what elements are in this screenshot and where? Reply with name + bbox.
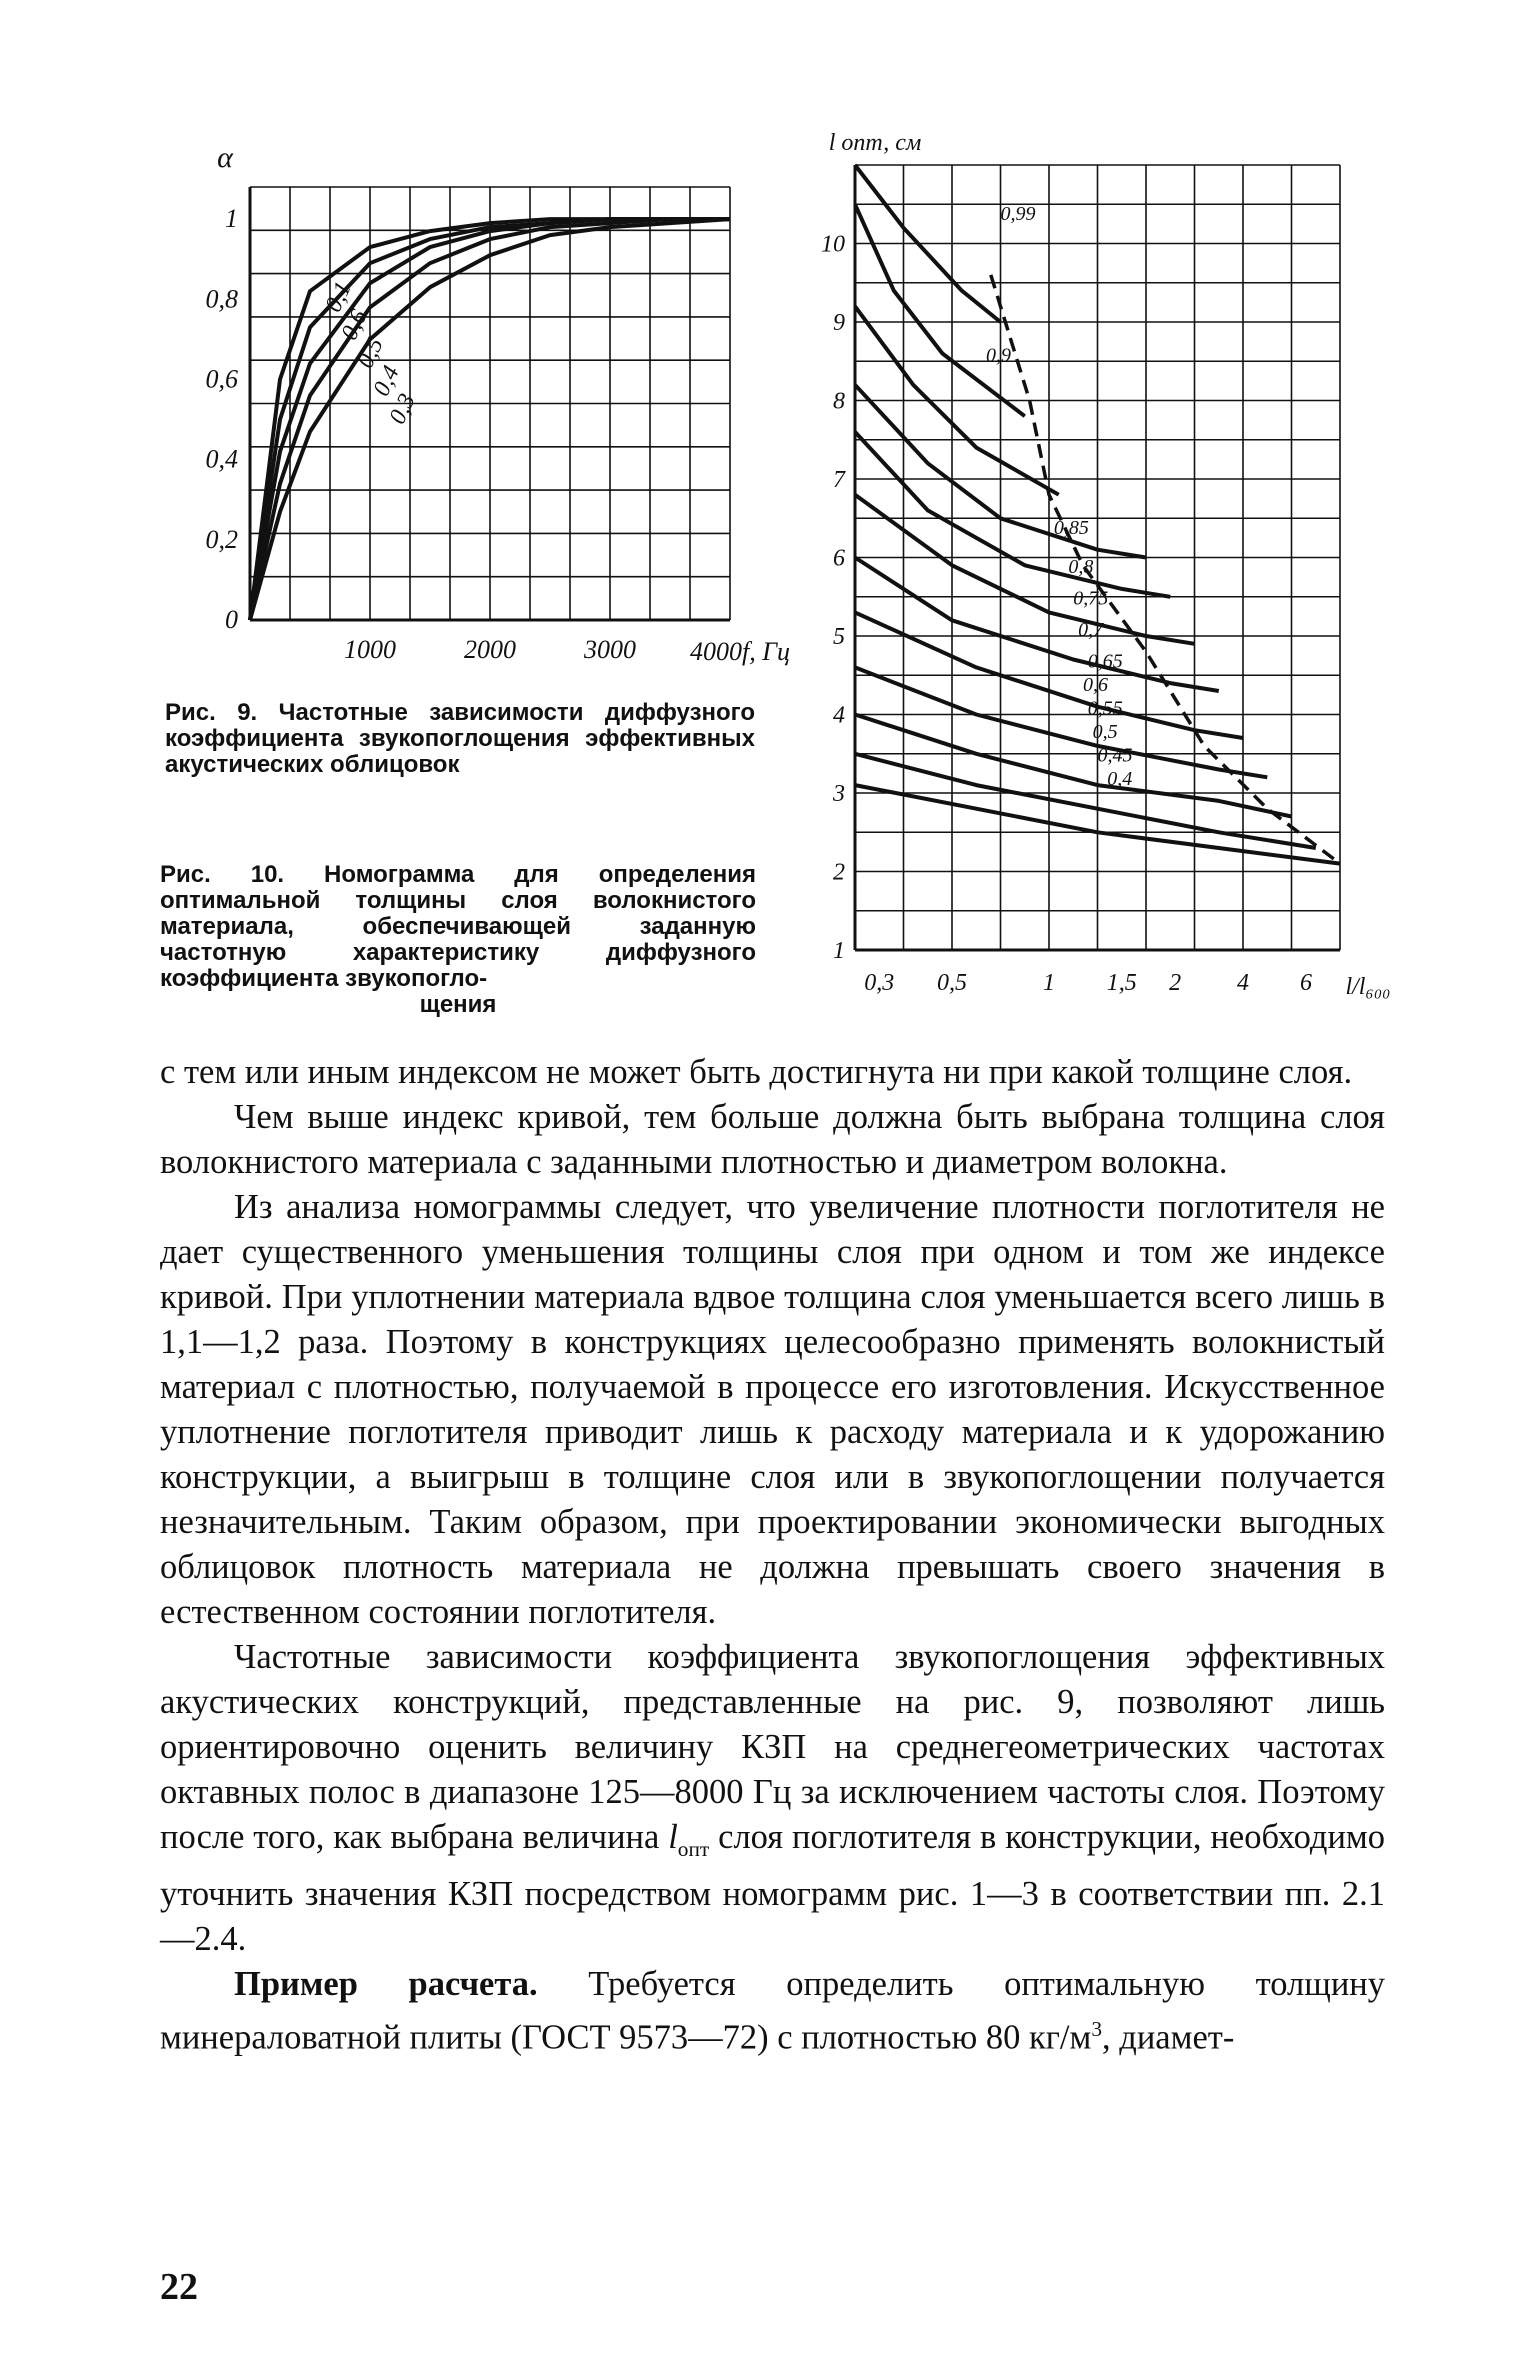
fig10-curve-label: 0,7 — [1078, 619, 1104, 641]
fig10-curve — [855, 558, 1219, 692]
fig9-x-tick: 3000 — [584, 635, 636, 664]
fig10-y-tick: 7 — [833, 467, 845, 493]
fig10-curve-label: 0,5 — [1092, 721, 1118, 744]
fig9-y-tick: 0,8 — [205, 284, 238, 314]
fig10-x-axis-label: l/l₆₀₀ — [1345, 974, 1391, 1000]
fig10-x-tick: 4 — [1237, 970, 1249, 996]
figure-9-svg — [195, 135, 795, 695]
fig10-y-tick: 8 — [833, 388, 845, 415]
paragraph-5-after: , диамет- — [1102, 2018, 1235, 2057]
fig10-curve-label: 0,8 — [1068, 556, 1094, 579]
fig9-curve-label: 0,5 — [352, 333, 389, 373]
fig10-curve — [855, 754, 1316, 848]
fig9-x-tick: 1000 — [344, 635, 396, 664]
fig9-y-tick: 1 — [225, 204, 238, 234]
paragraph-5-before: Требуется определить оптимальную толщину минераловатной плиты (ГОСТ 9573—72) с плотностью 80 кг/м — [160, 1964, 1385, 2057]
paragraph-4-after: слоя поглотителя в конструкции, необходимо уточнить значения КЗП посредством номограмм рис. 1—3 в соответствии пп. 2.1—2.4. — [160, 1818, 1385, 1958]
fig10-curve — [855, 667, 1267, 777]
figure-10-caption-text: Номограмма для определения оптимальной толщины слоя волокнистого материала, обеспечивающей заданную частотную характеристику диффузного коэффициента звукопогло- — [160, 861, 757, 992]
fig10-y-tick: 1 — [833, 938, 845, 964]
paragraph-4-var: l — [668, 1818, 678, 1856]
fig9-y-tick: 0,4 — [205, 444, 238, 474]
figure-9-caption — [165, 700, 755, 778]
paragraph-5 — [160, 1962, 1385, 2061]
fig10-x-tick: 0,3 — [864, 970, 895, 996]
fig10-curve-label: 0,45 — [1097, 744, 1133, 767]
paragraph-2: Чем выше индекс кривой, тем больше должна быть выбрана толщина слоя волокнистого материала с заданными плотностью и диаметром волокна. — [160, 1098, 1385, 1181]
fig9-y-tick: 0,6 — [205, 364, 238, 394]
fig10-curve — [855, 432, 1170, 597]
paragraph-4-before: Частотные зависимости коэффициента звукопоглощения эффективных акустических конструкций, представленные на рис. 9, позволяют лишь ориентировочно оценить величину КЗП на среднегеометрических частотах октавных полос в диапазоне 125—8000 Гц за исключением частоты слоя. Поэтому после того, как выбрана величина — [160, 1638, 1385, 1856]
fig10-y-tick: 10 — [821, 231, 845, 258]
paragraph-1: с тем или иным индексом не может быть достигнута ни при какой толщине слоя. — [160, 1053, 1353, 1091]
fig9-curve-label: 0,3 — [384, 389, 421, 429]
figure-9-caption-text: Частотные зависимости диффузного коэффициента звукопоглощения эффективных акустических облицовок — [165, 699, 755, 778]
paragraph-4-var-sub: опт — [677, 1836, 710, 1861]
fig10-x-tick: 2 — [1169, 970, 1182, 996]
fig10-y-axis-label: l опт, см — [828, 130, 922, 156]
fig10-curve-label: 0,85 — [1053, 516, 1089, 539]
fig10-y-tick: 3 — [833, 781, 845, 807]
paragraph-5-sup: 3 — [1091, 2016, 1103, 2041]
fig10-curve-label: 0,4 — [1107, 768, 1133, 791]
fig10-x-tick: 0,5 — [937, 970, 967, 996]
figure-9-caption-lead: Рис. 9. — [165, 699, 258, 726]
fig10-x-tick: 1 — [1043, 970, 1055, 996]
body-text — [160, 1050, 1385, 2060]
paragraph-3: Из анализа номограммы следует, что увеличение плотности поглотителя не дает существенного уменьшения толщины слоя при одном и том же индексе кривой. При уплотнении материала вдвое толщина слоя уменьшается всего лишь в 1,1—1,2 раза. Поэтому в конструкциях целесообразно применять волокнистый материал с плотностью, получаемой в процессе его изготовления. Искусственное уплотнение поглотителя приводит лишь к расходу материала и к удорожанию конструкции, а выигрыш в толщине слоя или в звукопоглощении получается незначительным. Таким образом, при проектировании экономически выгодных облицовок плотность материала не должна превышать своего значения в естественном состоянии поглотителя. — [160, 1188, 1385, 1631]
fig9-curve-label: 0,1 — [320, 277, 357, 317]
paragraph-5-lead: Пример расчета. — [234, 1964, 538, 2003]
figure-10-caption-last: щения — [419, 991, 497, 1018]
page-number: 22 — [160, 2266, 198, 2308]
fig10-curve-label: 0,75 — [1073, 587, 1109, 610]
fig10-x-tick: 1,5 — [1106, 970, 1137, 996]
fig10-curve-label: 0,6 — [1082, 673, 1108, 696]
figure-10-svg — [800, 120, 1420, 1040]
fig9-curve-label: 0,4 — [368, 361, 405, 401]
fig9-curve-label: 0,6 — [336, 305, 373, 345]
fig10-y-tick: 4 — [833, 702, 845, 729]
fig10-curve — [855, 204, 1025, 416]
fig9-y-tick: 0,2 — [205, 524, 238, 554]
fig10-curve-label: 0,99 — [1000, 202, 1036, 225]
fig9-y-tick: 0 — [225, 605, 238, 634]
fig10-x-tick: 6 — [1300, 970, 1313, 996]
fig10-y-tick: 5 — [833, 624, 845, 650]
fig9-y-axis-label: α — [217, 141, 233, 174]
figure-10-caption-lead: Рис. 10. — [160, 861, 285, 888]
figure-10-caption — [160, 862, 756, 1018]
fig10-curve-label: 0,9 — [985, 344, 1011, 367]
fig10-y-tick: 2 — [833, 859, 845, 886]
figure-10-nomogram — [800, 120, 1420, 1040]
figure-9-chart — [195, 135, 795, 695]
fig10-curve-label: 0,55 — [1087, 697, 1123, 720]
fig10-curve-label: 0,65 — [1087, 650, 1123, 673]
fig9-x-tick: 2000 — [464, 635, 516, 664]
fig10-y-tick: 9 — [833, 310, 845, 336]
fig10-y-tick: 6 — [833, 545, 845, 572]
fig10-curve — [855, 495, 1195, 644]
paragraph-4 — [160, 1635, 1385, 1962]
fig9-x-axis-label: 4000f, Гц — [689, 637, 791, 666]
